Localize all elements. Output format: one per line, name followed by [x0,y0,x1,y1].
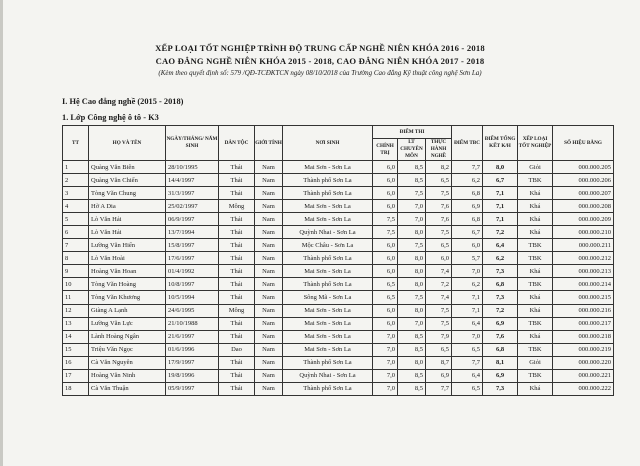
cell-dob: 17/6/1997 [166,252,219,265]
cell-lt-chuyen-mon: 7,0 [398,200,426,213]
table-row [63,200,614,213]
cell-diem-tong: 6,8 [483,343,518,356]
table-row [63,239,614,252]
cell-ethnic: Thái [219,226,255,239]
table-row [63,226,614,239]
cell-thuc-hanh: 6,5 [426,174,452,187]
cell-ethnic: Thái [219,174,255,187]
cell-dob: 15/8/1997 [166,239,219,252]
table-row [63,356,614,369]
table-row [63,174,614,187]
cell-tt: 18 [63,382,89,395]
cell-thuc-hanh: 8,7 [426,356,452,369]
cell-birthplace: Mai Sơn - Sơn La [283,304,373,317]
col-xep-loai: XẾP LOẠI TỐT NGHIỆP [518,126,553,161]
cell-xep-loai: Khá [518,304,553,317]
table-row [63,161,614,174]
cell-so-hieu: 000.000.210 [553,226,614,239]
col-tt: TT [63,126,89,161]
cell-thuc-hanh: 7,4 [426,291,452,304]
cell-gender: Nam [255,278,283,291]
col-name: HỌ VÀ TÊN [89,126,166,161]
cell-diem-tong: 6,7 [483,174,518,187]
col-dob: NGÀY/THÁNG/ NĂM SINH [166,126,219,161]
cell-xep-loai: TBK [518,317,553,330]
cell-gender: Nam [255,291,283,304]
table-row [63,330,614,343]
cell-tt: 15 [63,343,89,356]
cell-ethnic: Thái [219,291,255,304]
cell-xep-loai: TBK [518,369,553,382]
cell-diem-tbc: 7,1 [452,304,483,317]
cell-name: Cà Văn Nguyên [89,356,166,369]
cell-name: Giàng A Lạnh [89,304,166,317]
cell-birthplace: Mai Sơn - Sơn La [283,265,373,278]
cell-chinh-tri: 6,0 [373,317,398,330]
cell-xep-loai: Khá [518,265,553,278]
cell-chinh-tri: 7,0 [373,343,398,356]
table-body [63,161,614,396]
cell-chinh-tri: 7,0 [373,330,398,343]
cell-lt-chuyen-mon: 7,5 [398,239,426,252]
cell-tt: 4 [63,200,89,213]
cell-diem-tong: 7,3 [483,291,518,304]
cell-chinh-tri: 7,5 [373,226,398,239]
table-row [63,382,614,395]
cell-birthplace: Thành phố Sơn La [283,382,373,395]
cell-name: Quàng Văn Chiến [89,174,166,187]
col-birthplace: NƠI SINH [283,126,373,161]
cell-so-hieu: 000.000.214 [553,278,614,291]
cell-ethnic: Dao [219,343,255,356]
cell-dob: 01/6/1996 [166,343,219,356]
cell-xep-loai: Khá [518,291,553,304]
cell-dob: 13/7/1994 [166,226,219,239]
col-ethnic: DÂN TỘC [219,126,255,161]
cell-birthplace: Mai Sơn - Sơn La [283,317,373,330]
cell-birthplace: Mai Sơn - Sơn La [283,330,373,343]
cell-dob: 19/8/1996 [166,369,219,382]
cell-name: Tòng Văn Hoàng [89,278,166,291]
cell-diem-tong: 6,9 [483,317,518,330]
cell-name: Lò Văn Hải [89,226,166,239]
cell-lt-chuyen-mon: 8,5 [398,369,426,382]
cell-ethnic: Thái [219,317,255,330]
document-title-line2: CAO ĐẲNG NGHỀ NIÊN KHÓA 2015 - 2018, CAO ĐẲNG NIÊN KHÓA 2017 - 2018 [155,56,485,66]
cell-birthplace: Thành phố Sơn La [283,174,373,187]
cell-dob: 10/5/1994 [166,291,219,304]
cell-dob: 31/3/1997 [166,187,219,200]
cell-gender: Nam [255,200,283,213]
cell-ethnic: Mông [219,200,255,213]
cell-tt: 12 [63,304,89,317]
cell-dob: 21/10/1988 [166,317,219,330]
cell-ethnic: Thái [219,382,255,395]
col-diem-tbc: ĐIỂM TBC [452,126,483,161]
cell-diem-tbc: 6,8 [452,187,483,200]
cell-ethnic: Thái [219,187,255,200]
cell-name: Hoàng Văn Ninh [89,369,166,382]
cell-thuc-hanh: 7,7 [426,382,452,395]
cell-gender: Nam [255,330,283,343]
cell-chinh-tri: 6,0 [373,174,398,187]
cell-birthplace: Mai Sơn - Sơn La [283,213,373,226]
cell-ethnic: Thái [219,356,255,369]
cell-ethnic: Thái [219,369,255,382]
table-row [63,187,614,200]
cell-lt-chuyen-mon: 8,0 [398,252,426,265]
cell-diem-tong: 7,2 [483,226,518,239]
cell-diem-tbc: 6,2 [452,174,483,187]
cell-name: Quàng Văn Biên [89,161,166,174]
cell-diem-tbc: 6,5 [452,382,483,395]
cell-tt: 7 [63,239,89,252]
document-subtitle: (Kèm theo quyết định số: 579 /QĐ-TCĐKTCN ngày 08/10/2018 của Trường Cao đẳng Kỹ thuật công nghệ Sơn La) [158,69,482,77]
cell-dob: 01/4/1992 [166,265,219,278]
cell-xep-loai: TBK [518,174,553,187]
cell-xep-loai: TBK [518,278,553,291]
cell-tt: 10 [63,278,89,291]
cell-ethnic: Thái [219,161,255,174]
cell-thuc-hanh: 7,9 [426,330,452,343]
col-exam-group: ĐIỂM THI [373,126,452,139]
cell-name: Lò Văn Hoài [89,252,166,265]
col-diem-tong: ĐIỂM TỔNG KẾT K/H [483,126,518,161]
cell-chinh-tri: 6,0 [373,187,398,200]
cell-diem-tbc: 6,4 [452,317,483,330]
cell-tt: 3 [63,187,89,200]
cell-name: Hoàng Văn Hoan [89,265,166,278]
cell-so-hieu: 000.000.222 [553,382,614,395]
cell-xep-loai: TBK [518,239,553,252]
cell-name: Tòng Văn Chung [89,187,166,200]
cell-lt-chuyen-mon: 8,5 [398,330,426,343]
cell-gender: Nam [255,187,283,200]
cell-lt-chuyen-mon: 8,5 [398,174,426,187]
cell-birthplace: Sông Mã - Sơn La [283,291,373,304]
cell-gender: Nam [255,226,283,239]
cell-diem-tong: 6,9 [483,369,518,382]
cell-so-hieu: 000.000.218 [553,330,614,343]
cell-gender: Nam [255,174,283,187]
cell-birthplace: Quỳnh Nhai - Sơn La [283,226,373,239]
cell-xep-loai: Khá [518,200,553,213]
cell-so-hieu: 000.000.217 [553,317,614,330]
cell-birthplace: Mộc Châu - Sơn La [283,239,373,252]
cell-birthplace: Quỳnh Nhai - Sơn La [283,369,373,382]
cell-dob: 24/6/1995 [166,304,219,317]
cell-ethnic: Mông [219,304,255,317]
cell-thuc-hanh: 6,0 [426,252,452,265]
cell-ethnic: Thái [219,330,255,343]
cell-so-hieu: 000.000.212 [553,252,614,265]
cell-chinh-tri: 6,5 [373,278,398,291]
cell-so-hieu: 000.000.208 [553,200,614,213]
cell-xep-loai: TBK [518,343,553,356]
cell-name: Cà Văn Thuận [89,382,166,395]
cell-name: Lường Văn Hiển [89,239,166,252]
cell-dob: 21/6/1997 [166,330,219,343]
cell-birthplace: Mai Sơn - Sơn La [283,343,373,356]
cell-lt-chuyen-mon: 7,0 [398,213,426,226]
cell-diem-tong: 8,1 [483,356,518,369]
cell-lt-chuyen-mon: 8,5 [398,161,426,174]
cell-diem-tbc: 7,1 [452,291,483,304]
cell-chinh-tri: 6,0 [373,161,398,174]
table-row [63,304,614,317]
cell-tt: 2 [63,174,89,187]
cell-dob: 28/10/1995 [166,161,219,174]
cell-name: Lò Văn Hải [89,213,166,226]
table-header [63,126,614,161]
cell-chinh-tri: 6,0 [373,304,398,317]
cell-dob: 17/9/1997 [166,356,219,369]
cell-so-hieu: 000.000.211 [553,239,614,252]
subsection-heading: 1. Lớp Công nghệ ô tô - K3 [62,113,159,122]
cell-ethnic: Thái [219,213,255,226]
cell-birthplace: Mai Sơn - Sơn La [283,161,373,174]
cell-so-hieu: 000.000.206 [553,174,614,187]
cell-chinh-tri: 6,0 [373,265,398,278]
cell-thuc-hanh: 7,5 [426,317,452,330]
cell-thuc-hanh: 7,5 [426,226,452,239]
cell-birthplace: Mai Sơn - Sơn La [283,200,373,213]
col-thuc-hanh: THỰC HÀNH NGHỀ [426,139,452,161]
cell-tt: 16 [63,356,89,369]
col-chinh-tri: CHÍNH TRỊ [373,139,398,161]
cell-thuc-hanh: 8,2 [426,161,452,174]
cell-lt-chuyen-mon: 8,0 [398,265,426,278]
cell-ethnic: Thái [219,239,255,252]
cell-tt: 8 [63,252,89,265]
cell-gender: Nam [255,343,283,356]
table-row [63,213,614,226]
table-row [63,278,614,291]
cell-chinh-tri: 6,0 [373,239,398,252]
table-row [63,343,614,356]
cell-gender: Nam [255,265,283,278]
cell-gender: Nam [255,239,283,252]
cell-lt-chuyen-mon: 8,0 [398,304,426,317]
cell-so-hieu: 000.000.216 [553,304,614,317]
cell-xep-loai: Giỏi [518,356,553,369]
cell-tt: 11 [63,291,89,304]
cell-dob: 10/8/1997 [166,278,219,291]
cell-so-hieu: 000.000.205 [553,161,614,174]
cell-thuc-hanh: 7,5 [426,304,452,317]
cell-name: Hờ A Dia [89,200,166,213]
cell-so-hieu: 000.000.220 [553,356,614,369]
cell-thuc-hanh: 7,2 [426,278,452,291]
cell-gender: Nam [255,252,283,265]
cell-lt-chuyen-mon: 8,5 [398,343,426,356]
cell-lt-chuyen-mon: 8,0 [398,356,426,369]
cell-thuc-hanh: 7,6 [426,200,452,213]
cell-lt-chuyen-mon: 7,5 [398,291,426,304]
cell-chinh-tri: 6,0 [373,200,398,213]
cell-diem-tong: 6,8 [483,278,518,291]
cell-diem-tong: 7,1 [483,213,518,226]
cell-diem-tong: 6,4 [483,239,518,252]
cell-diem-tbc: 7,7 [452,356,483,369]
cell-xep-loai: TBK [518,252,553,265]
cell-diem-tbc: 6,7 [452,226,483,239]
cell-so-hieu: 000.000.221 [553,369,614,382]
cell-diem-tbc: 7,0 [452,330,483,343]
cell-lt-chuyen-mon: 7,5 [398,187,426,200]
cell-so-hieu: 000.000.207 [553,187,614,200]
cell-gender: Nam [255,356,283,369]
table-row [63,252,614,265]
cell-diem-tong: 7,1 [483,200,518,213]
cell-lt-chuyen-mon: 8,0 [398,278,426,291]
cell-dob: 25/02/1997 [166,200,219,213]
cell-thuc-hanh: 7,6 [426,213,452,226]
cell-ethnic: Thái [219,278,255,291]
cell-thuc-hanh: 6,5 [426,239,452,252]
cell-diem-tong: 7,6 [483,330,518,343]
cell-chinh-tri: 7,0 [373,382,398,395]
cell-birthplace: Thành phố Sơn La [283,187,373,200]
section-heading: I. Hệ Cao đẳng nghề (2015 - 2018) [62,97,184,106]
document-title: XẾP LOẠI TỐT NGHIỆP TRÌNH ĐỘ TRUNG CẤP NGHỀ NIÊN KHÓA 2016 - 2018 [155,43,485,53]
cell-tt: 17 [63,369,89,382]
cell-gender: Nam [255,317,283,330]
cell-tt: 14 [63,330,89,343]
table-row [63,317,614,330]
cell-dob: 14/4/1997 [166,174,219,187]
cell-so-hieu: 000.000.213 [553,265,614,278]
cell-name: Triệu Văn Ngọc [89,343,166,356]
cell-lt-chuyen-mon: 8,5 [398,382,426,395]
cell-name: Lành Hoàng Ngân [89,330,166,343]
cell-diem-tbc: 6,5 [452,343,483,356]
cell-diem-tbc: 6,0 [452,239,483,252]
cell-so-hieu: 000.000.215 [553,291,614,304]
cell-diem-tbc: 6,2 [452,278,483,291]
cell-tt: 5 [63,213,89,226]
cell-ethnic: Thái [219,265,255,278]
cell-chinh-tri: 7,0 [373,356,398,369]
cell-birthplace: Thành phố Sơn La [283,252,373,265]
cell-xep-loai: Khá [518,213,553,226]
col-lt-chuyen-mon: LT CHUYÊN MÔN [398,139,426,161]
cell-diem-tong: 6,2 [483,252,518,265]
cell-chinh-tri: 7,0 [373,369,398,382]
cell-xep-loai: Giỏi [518,161,553,174]
cell-chinh-tri: 7,5 [373,213,398,226]
cell-thuc-hanh: 6,5 [426,343,452,356]
col-gender: GIỚI TÍNH [255,126,283,161]
cell-chinh-tri: 6,5 [373,291,398,304]
cell-chinh-tri: 6,0 [373,252,398,265]
cell-diem-tbc: 6,8 [452,213,483,226]
cell-tt: 1 [63,161,89,174]
cell-thuc-hanh: 6,9 [426,369,452,382]
cell-lt-chuyen-mon: 8,0 [398,226,426,239]
table-row [63,291,614,304]
cell-thuc-hanh: 7,5 [426,187,452,200]
cell-xep-loai: Khá [518,226,553,239]
cell-diem-tong: 7,2 [483,304,518,317]
cell-tt: 13 [63,317,89,330]
cell-gender: Nam [255,213,283,226]
cell-name: Lường Văn Lực [89,317,166,330]
cell-diem-tong: 7,3 [483,382,518,395]
cell-tt: 6 [63,226,89,239]
cell-birthplace: Thành phố Sơn La [283,278,373,291]
cell-so-hieu: 000.000.219 [553,343,614,356]
cell-lt-chuyen-mon: 7,0 [398,317,426,330]
cell-diem-tong: 7,3 [483,265,518,278]
cell-gender: Nam [255,369,283,382]
cell-xep-loai: Khá [518,382,553,395]
col-so-hieu: SỐ HIỆU BẰNG [553,126,614,161]
table-row [63,369,614,382]
cell-dob: 05/9/1997 [166,382,219,395]
cell-diem-tong: 8,0 [483,161,518,174]
cell-tt: 9 [63,265,89,278]
cell-diem-tbc: 6,9 [452,200,483,213]
cell-diem-tbc: 7,0 [452,265,483,278]
cell-xep-loai: Khá [518,187,553,200]
cell-gender: Nam [255,382,283,395]
cell-ethnic: Thái [219,252,255,265]
cell-so-hieu: 000.000.209 [553,213,614,226]
cell-xep-loai: Khá [518,330,553,343]
cell-birthplace: Thành phố Sơn La [283,356,373,369]
cell-diem-tbc: 7,7 [452,161,483,174]
cell-diem-tbc: 5,7 [452,252,483,265]
cell-gender: Nam [255,304,283,317]
cell-thuc-hanh: 7,4 [426,265,452,278]
cell-diem-tbc: 6,4 [452,369,483,382]
table-row [63,265,614,278]
cell-gender: Nam [255,161,283,174]
cell-name: Tòng Văn Khương [89,291,166,304]
cell-diem-tong: 7,1 [483,187,518,200]
graduation-table [62,125,614,396]
cell-dob: 06/9/1997 [166,213,219,226]
